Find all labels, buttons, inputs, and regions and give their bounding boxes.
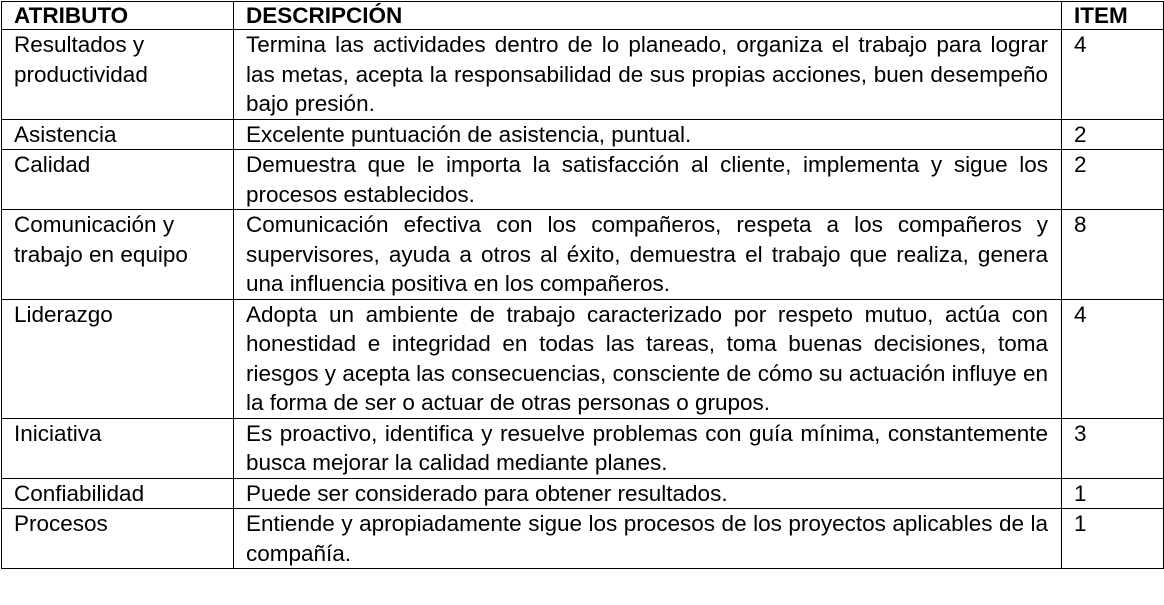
header-item: ITEM xyxy=(1062,2,1164,30)
cell-descripcion: Comunicación efectiva con los compañeros, respeta a los compañeros y supervisores, ayuda a otros al éxito, demuestra el trabajo que realiza, genera una influencia positiva en los compañeros. xyxy=(234,210,1062,300)
header-row xyxy=(2,2,1164,30)
table-row xyxy=(2,478,1164,509)
cell-atributo: Asistencia xyxy=(2,119,234,150)
cell-descripcion: Es proactivo, identifica y resuelve problemas con guía mínima, constantemente busca mejorar la calidad mediante planes. xyxy=(234,418,1062,478)
cell-descripcion: Demuestra que le importa la satisfacción al cliente, implementa y sigue los procesos establecidos. xyxy=(234,150,1062,210)
table-row xyxy=(2,509,1164,569)
cell-atributo: Iniciativa xyxy=(2,418,234,478)
table-row xyxy=(2,119,1164,150)
header-atributo: ATRIBUTO xyxy=(2,2,234,30)
header-descripcion: DESCRIPCIÓN xyxy=(234,2,1062,30)
cell-atributo: Comunicación y trabajo en equipo xyxy=(2,210,234,300)
table-header xyxy=(2,2,1164,30)
cell-item: 8 xyxy=(1062,210,1164,300)
cell-atributo: Calidad xyxy=(2,150,234,210)
cell-descripcion: Termina las actividades dentro de lo planeado, organiza el trabajo para lograr las metas, acepta la responsabilidad de sus propias acciones, buen desempeño bajo presión. xyxy=(234,30,1062,120)
cell-descripcion: Excelente puntuación de asistencia, puntual. xyxy=(234,119,1062,150)
table-row xyxy=(2,30,1164,120)
table-row xyxy=(2,299,1164,418)
cell-item: 1 xyxy=(1062,478,1164,509)
cell-atributo: Liderazgo xyxy=(2,299,234,418)
cell-item: 4 xyxy=(1062,30,1164,120)
attributes-table xyxy=(1,1,1164,569)
cell-descripcion: Puede ser considerado para obtener resultados. xyxy=(234,478,1062,509)
table-row xyxy=(2,210,1164,300)
cell-atributo: Procesos xyxy=(2,509,234,569)
cell-atributo: Resultados y productividad xyxy=(2,30,234,120)
cell-item: 2 xyxy=(1062,150,1164,210)
table-row xyxy=(2,418,1164,478)
cell-descripcion: Adopta un ambiente de trabajo caracterizado por respeto mutuo, actúa con honestidad e integridad en todas las tareas, toma buenas decisiones, toma riesgos y acepta las consecuencias, consciente de cómo su actuación influye en la forma de ser o actuar de otras personas o grupos. xyxy=(234,299,1062,418)
cell-descripcion: Entiende y apropiadamente sigue los procesos de los proyectos aplicables de la compañía. xyxy=(234,509,1062,569)
cell-item: 4 xyxy=(1062,299,1164,418)
cell-item: 2 xyxy=(1062,119,1164,150)
cell-atributo: Confiabilidad xyxy=(2,478,234,509)
cell-item: 1 xyxy=(1062,509,1164,569)
cell-item: 3 xyxy=(1062,418,1164,478)
table-body xyxy=(2,30,1164,569)
table-row xyxy=(2,150,1164,210)
